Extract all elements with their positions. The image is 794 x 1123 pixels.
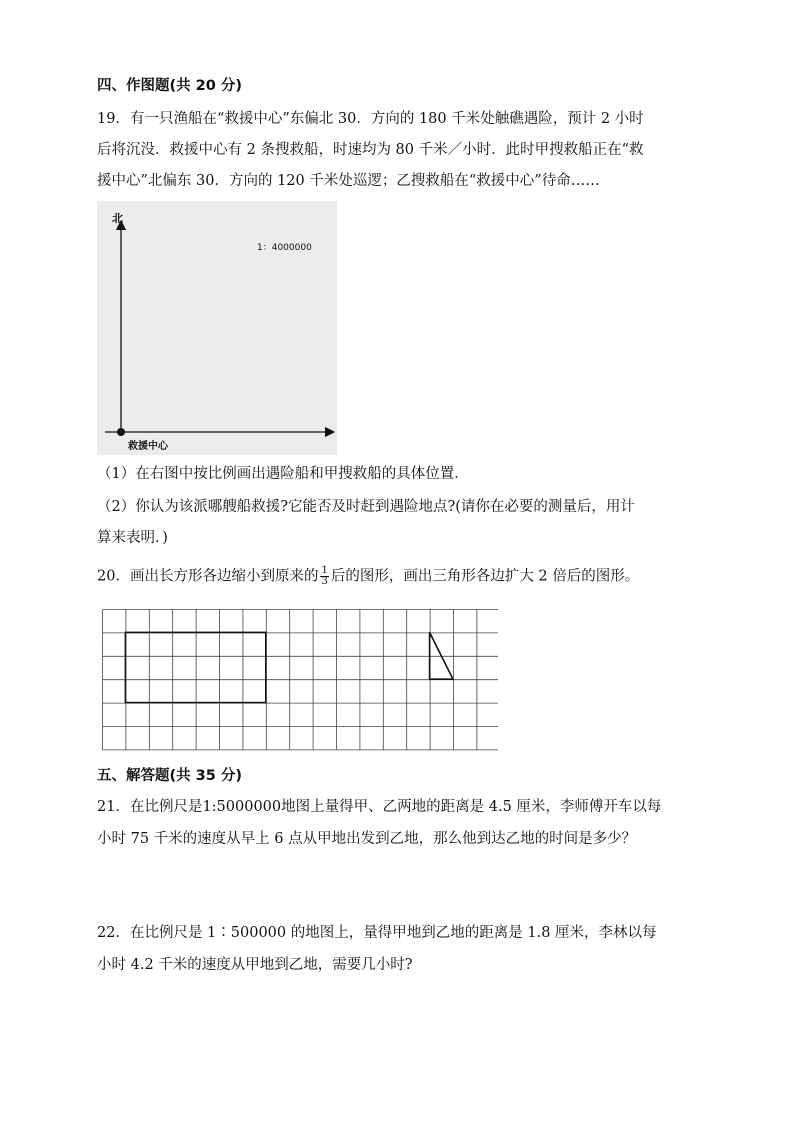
q20-text-after: 后的图形，画出三角形各边扩大 2 倍后的图形。 (330, 568, 640, 585)
triangle-shape (430, 632, 453, 679)
drawing-grid (102, 609, 498, 751)
q19-line-1: 19．有一只渔船在“救援中心”东偏北 30．方向的 180 千米处触礁遇险，预计 2 小时 (97, 111, 644, 127)
fraction-numerator: 1 (321, 565, 328, 576)
section-four-heading: 四、作图题(共 20 分) (97, 78, 243, 94)
map-scale-label: 1：4000000 (257, 243, 312, 253)
q19-sub-2-line-2: 算来表明．) (97, 530, 168, 546)
rescue-map-figure (97, 201, 337, 455)
section-five-heading: 五、解答题(共 35 分) (97, 768, 243, 784)
q19-sub-1: （1）在右图中按比例画出遇险船和甲搜救船的具体位置． (97, 466, 469, 482)
rescue-center-point (117, 428, 125, 436)
q19-sub-2-line-1: （2）你认为该派哪艘船救援?它能否及时赶到遇险地点?(请你在必要的测量后，用计 (97, 499, 635, 515)
fraction-denominator: 3 (321, 576, 328, 587)
q20-text-before: 20．画出长方形各边缩小到原来的 (97, 568, 319, 585)
q22-line-2: 小时 4.2 千米的速度从甲地到乙地，需要几小时? (97, 957, 413, 973)
q19-line-3: 援中心”北偏东 30．方向的 120 千米处巡逻；乙搜救船在“救援中心”待命…… (97, 173, 600, 189)
rescue-center-label: 救援中心 (128, 441, 168, 452)
q22-line-1: 22．在比例尺是 1∶500000 的地图上，量得甲地到乙地的距离是 1.8 厘米，李林以每 (97, 925, 657, 941)
q19-line-2: 后将沉没．救援中心有 2 条搜救船，时速均为 80 千米／小时．此时甲搜救船正在“救 (97, 142, 644, 158)
one-third-fraction (320, 566, 328, 587)
rectangle-shape (125, 632, 265, 702)
q20-text (97, 566, 639, 587)
q21-line-1: 21．在比例尺是1:5000000地图上量得甲、乙两地的距离是 4.5 厘米，李师傅开车以每 (97, 799, 662, 815)
north-label: 北 (112, 212, 123, 225)
q21-line-2: 小时 75 千米的速度从早上 6 点从甲地出发到乙地，那么他到达乙地的时间是多少？ (97, 831, 637, 847)
